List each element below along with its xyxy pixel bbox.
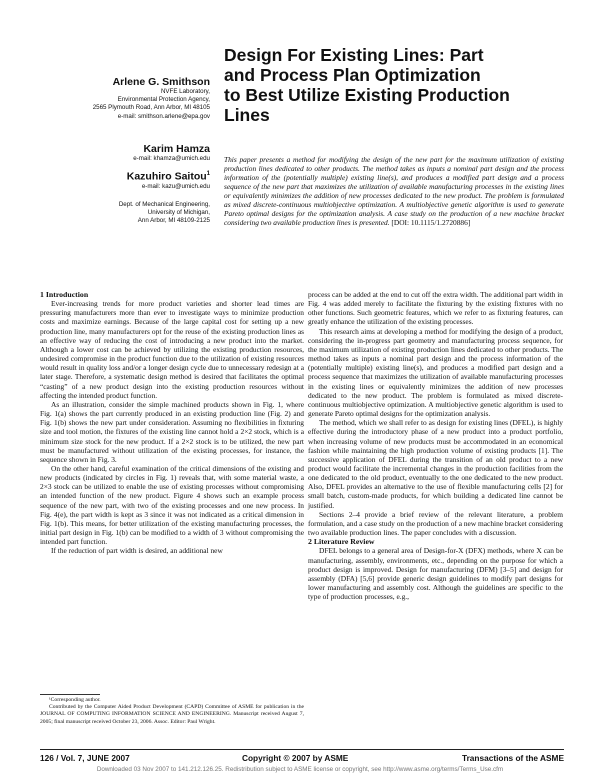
affiliation-line: NVFE Laboratory, bbox=[160, 88, 210, 95]
body-paragraph: The method, which we shall refer to as design for existing lines (DFEL), is highly effective during the introductory phase of a new product into a product portfolio, when increasing volume of new products must be accommodated in an economical fashion while maintaining the high production volume of existing products [1]. The successive application of DFEL during the transition of an old product to a new product would facilitate the incremental changes in the production facilities from the one dedicated to the old product, eventually to the one dedicated to the new product. Also, DFEL provides an alternative to the use of flexible manufacturing cells [2] for small batch, custom-made products, for which building a dedicated line cannot be justified. bbox=[308, 418, 563, 510]
body-paragraph: On the other hand, careful examination of the critical dimensions of the existing and new products (indicated by circles in Fig. 1) reveals that, with some material waste, a 2×3 stock can be utilized to enable the use of existing processes without compromising an intended function of the new product. Figure 4 shows such an example process sequence of the new part, with two of the existing processes and one new process. In Fig. 4(e), the part width is kept as 3 since it was not indicated as a critical dimension in Fig. 1(b). This means, for better utilization of the existing manufacturing processes, the initial part design in Fig. 1(b) can be modified to a width of 3 without compromising the intended part function. bbox=[40, 463, 304, 547]
footnote-rule bbox=[40, 694, 100, 695]
author-name: Karim Hamza bbox=[143, 142, 210, 155]
title-line: to Best Utilize Existing Production bbox=[224, 85, 510, 105]
author-block bbox=[40, 76, 210, 225]
page-footer bbox=[40, 753, 564, 763]
abstract-text: This paper presents a method for modifying the design of the new part for the maximum utilization of existing production lines dedicated to other products. The method takes as inputs a nominal part design and the process information of the (potentially multiple) existing line(s), and produces a modified part design and a process sequence of the new part that maximizes the utilization of available manufacturing processes in the existing lines or equivalently minimizes the addition of new processes dedicated to the new product. The problem is formulated as mixed discrete-continuous multiobjective optimization. A multiobjective genetic algorithm is used to generate Pareto optimal designs for the optimization analysis. A case study on the production of a new machine bracket considering two available production lines is presented. bbox=[224, 155, 564, 228]
body-paragraph: process can be added at the end to cut off the extra width. The additional part width in Fig. 4 was added merely to facilitate the fixturing by the existing fixtures with no other functions. Such geometric features, which we refer to as fixturing features, can greatly enhance the utilization of the existing processes. bbox=[308, 290, 563, 327]
author-affiliation bbox=[40, 155, 210, 163]
footnotes bbox=[40, 697, 304, 726]
author-affiliation bbox=[40, 183, 210, 191]
affiliation-line: Environmental Protection Agency, bbox=[117, 96, 210, 104]
author-email[interactable]: e-mail: khamza@umich.edu bbox=[133, 154, 210, 162]
author-name-with-footnote bbox=[40, 168, 210, 183]
page-number-volume: 126 / Vol. 7, JUNE 2007 bbox=[40, 753, 130, 763]
right-column bbox=[308, 290, 563, 601]
copyright: Copyright © 2007 by ASME bbox=[242, 753, 349, 763]
body-paragraph: This research aims at developing a method for modifying the design of a product, considering the in-progress part geometry and manufacturing process sequence, for the maximum utilization of existing production lines dedicated to other products. The method takes as inputs a nominal part design and the process information of the (potentially multiple) existing line(s), and produces a modified part design and a process sequence that maximizes the utilization of available manufacturing processes in the existing lines or equivalently minimizes the addition of new processes dedicated to the new product. The problem is formulated as mixed discrete-continuous multiobjective optimization. A multiobjective genetic algorithm is used to generate Pareto optimal designs for the optimization analysis. bbox=[308, 326, 563, 419]
author-email[interactable]: e-mail: smithson.arlene@epa.gov bbox=[117, 112, 210, 120]
title-line: Design For Existing Lines: Part bbox=[224, 45, 484, 65]
body-paragraph: Ever-increasing trends for more product varieties and shorter lead times are pressuring manufacturers more than ever to investigate ways to minimize production costs and maximize earnings. Because of the large capital cost for setting up a new production line, many manufacturers opt for the reuse of the existing production lines as an effective way of reducing the cost of introducing a new product into the market. Although a lower cost can be achieved by utilizing the existing production resources, undesired compromise in the product function due to the utilization of existing resources would result in quality loss and/or a longer design cycle due to unnecessary redesign at a later stage. Therefore, a systematic design method is desired that facilitates the optimal “casting” of a new product design into the existing production resources without affecting the intended product function. bbox=[40, 299, 304, 400]
body-paragraph: As an illustration, consider the simple machined products shown in Fig. 1, where Fig. 1(a) shows the part currently produced in an existing production line (Fig. 2) and Fig. 1(b) shows the new part under consideration. Assuming no flexibilities in fixturing size and tool motion, the fixtures of the existing line cannot hold a 2×2 stock, which is a minimum size stock for the new product. If a 2×2 stock is to be utilized, the new part must be manufactured without utilization of the existing processes, for instance, the sequence shown in Fig. 3. bbox=[40, 399, 304, 464]
affiliation-line: 2565 Plymouth Road, Ann Arbor, MI 48105 bbox=[92, 104, 210, 112]
affiliation-line: Ann Arbor, MI 48109-2125 bbox=[137, 217, 210, 225]
author-email[interactable]: e-mail: kazu@umich.edu bbox=[141, 182, 210, 190]
body-paragraph: If the reduction of part width is desired, an additional new bbox=[51, 546, 223, 556]
affiliation-line: University of Michigan, bbox=[147, 208, 210, 216]
left-column bbox=[40, 290, 304, 556]
section-heading: 1 Introduction bbox=[40, 290, 89, 299]
section-heading: 2 Literature Review bbox=[308, 537, 375, 547]
doi-link[interactable]: [DOI: 10.1115/1.2720886] bbox=[391, 218, 471, 228]
title-line: Lines bbox=[224, 105, 270, 125]
abstract bbox=[224, 155, 564, 227]
affiliation-line: Dept. of Mechanical Engineering, bbox=[118, 200, 210, 208]
paper-title bbox=[224, 45, 564, 125]
download-notice: Downloaded 03 Nov 2007 to 141.212.126.25. Redistribution subject to ASME license or copyright, see http://www.asme.org/terms/Terms_Use.cfm bbox=[96, 766, 504, 773]
author-name: Kazuhiro Saitou bbox=[126, 170, 207, 183]
footnote: ¹Corresponding author. bbox=[49, 697, 101, 703]
journal-name: Transactions of the ASME bbox=[461, 753, 564, 763]
footnote-marker: 1 bbox=[206, 171, 210, 178]
title-line: and Process Plan Optimization bbox=[224, 65, 481, 85]
footer-rule bbox=[40, 749, 564, 750]
author-name: Arlene G. Smithson bbox=[112, 76, 210, 88]
body-paragraph: Sections 2–4 provide a brief review of the relevant literature, a problem formulation, and a case study on the production of a new machine bracket considering two available production lines. The paper concludes with a discussion. bbox=[308, 509, 563, 538]
footnote: Contributed by the Computer Aided Product Development (CAPD) Committee of ASME for publication in the JOURNAL OF COMPUTING INFORMATION SCIENCE AND ENGINEERING. Manuscript received August 7, 2005; final manuscript received October 23, 2006. Assoc. Editor: Paul Wright. bbox=[40, 704, 304, 725]
author-affiliation bbox=[40, 88, 210, 121]
department-affiliation bbox=[40, 201, 210, 226]
body-paragraph: DFEL belongs to a general area of Design-for-X (DFX) methods, where X can be manufacturing, assembly, environments, etc., depending on the purpose for which a product design is improved. Design for manufacturing (DFM) [3–5] and design for assembly (DFA) [5,6] provide generic design guidelines to modify part designs for lower manufacturing and assembly cost. Although the guidelines are specific to the type of production processes, e.g., bbox=[308, 546, 563, 602]
